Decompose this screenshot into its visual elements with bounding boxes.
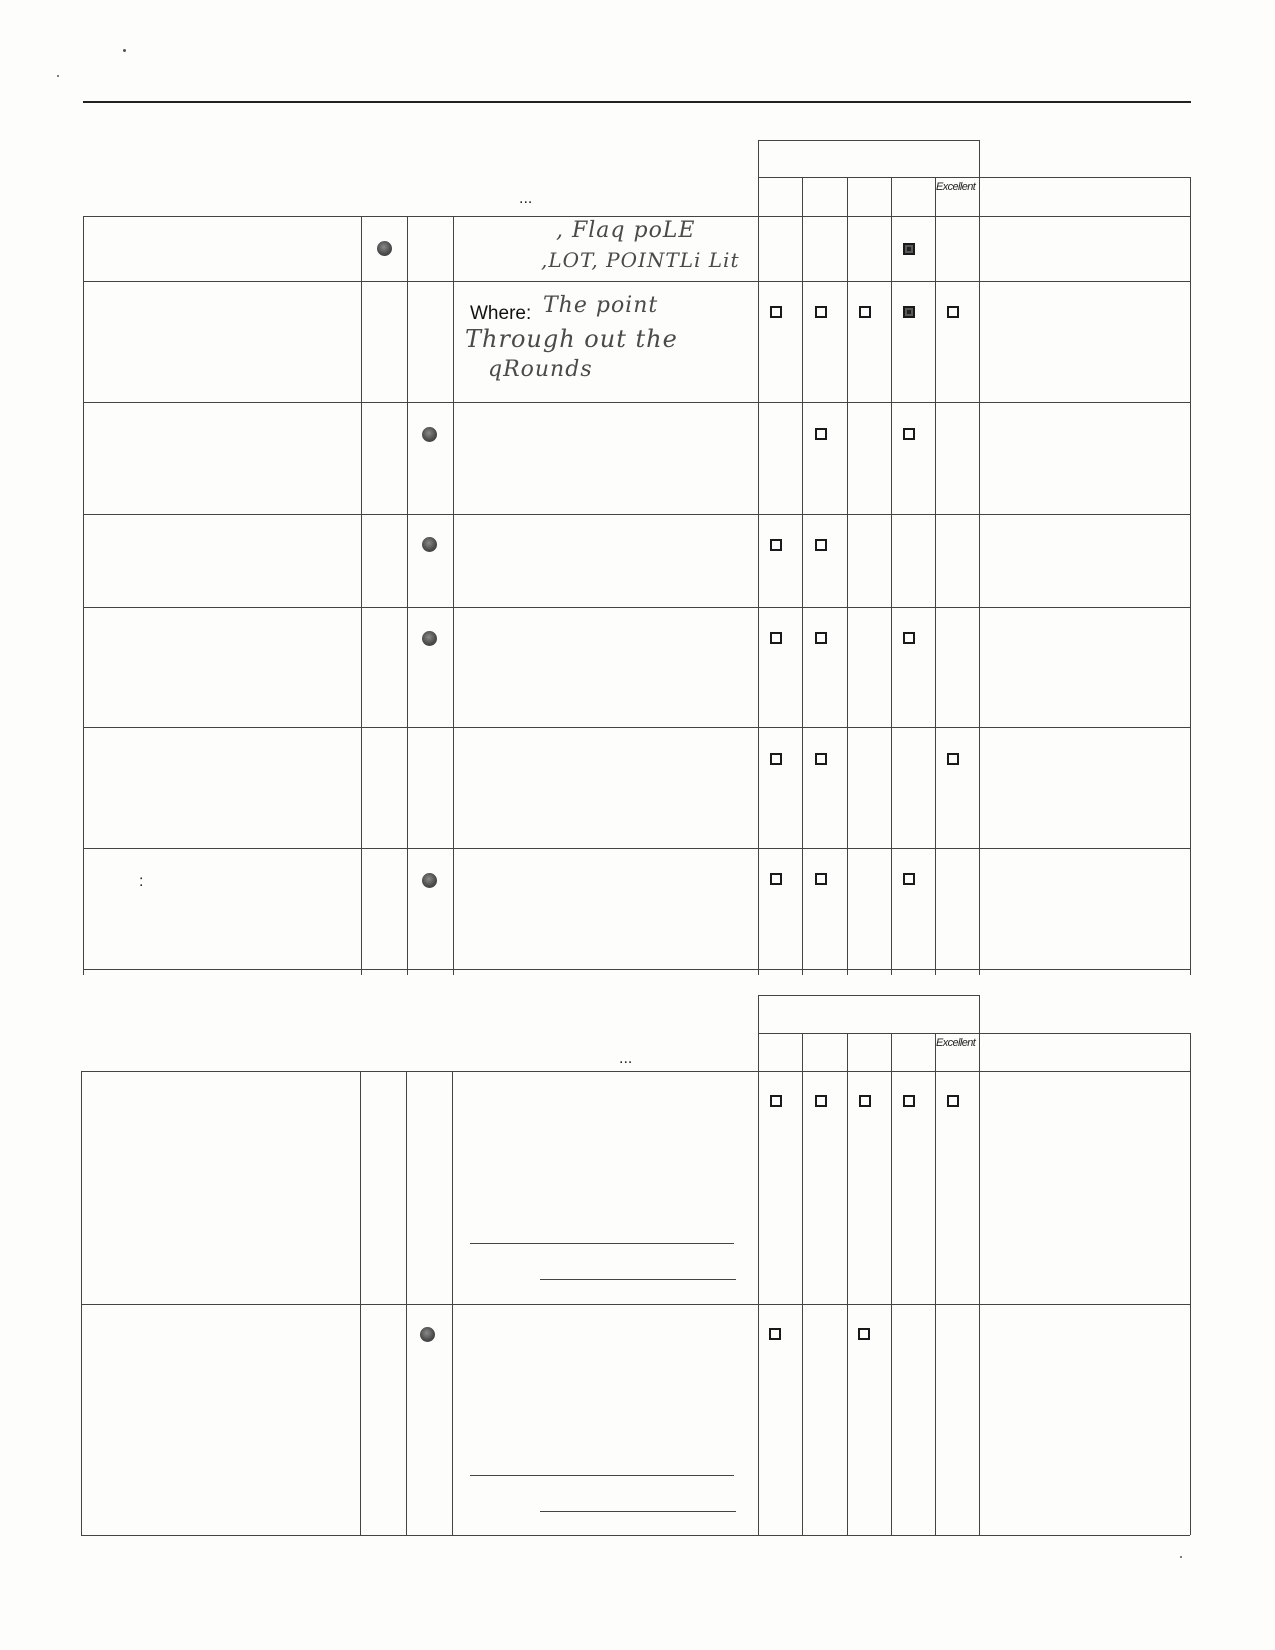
row-divider: [83, 969, 1190, 970]
row4-indicator-dot: [422, 537, 437, 552]
col-line: [847, 1033, 848, 1535]
row-divider: [83, 848, 1190, 849]
col-line: [81, 1071, 82, 1535]
row6-rating-1-checkbox[interactable]: [770, 753, 782, 765]
s2-row2-entry-line[interactable]: [470, 1475, 734, 1476]
row-divider: [83, 402, 1190, 403]
s2-row1-rating-2-checkbox[interactable]: [815, 1095, 827, 1107]
row7-colon: :: [139, 873, 144, 890]
col-line: [361, 216, 362, 975]
col-line: [1190, 1033, 1191, 1535]
rating-group-top: [758, 140, 979, 141]
row2-handwriting-line3: qRounds: [488, 357, 593, 382]
col-line: [360, 1071, 361, 1535]
row2-handwriting-line2: Through out the: [465, 325, 678, 353]
s2-row1-rating-3-checkbox[interactable]: [859, 1095, 871, 1107]
excellent-column-header: Excellent: [936, 181, 976, 193]
col-line: [979, 995, 980, 1535]
rating-group-top: [758, 995, 979, 996]
col-line: [935, 177, 936, 975]
col-line: [758, 995, 759, 1535]
row7-rating-4-checkbox[interactable]: [903, 873, 915, 885]
col-line: [891, 177, 892, 975]
col-line: [453, 216, 454, 975]
col-line: [802, 1033, 803, 1535]
row-divider: [83, 514, 1190, 515]
col-line: [758, 140, 759, 975]
row1-indicator-dot: [377, 241, 392, 256]
row3-indicator-dot: [422, 427, 437, 442]
header-divider: [83, 101, 1191, 103]
s2-row2-rating-1-checkbox[interactable]: [769, 1328, 781, 1340]
col-line: [407, 216, 408, 975]
row2-where-label: Where:: [470, 303, 532, 324]
row2-rating-excellent-checkbox[interactable]: [947, 306, 959, 318]
col-line: [1190, 177, 1191, 975]
scan-speck: [57, 75, 59, 77]
row6-rating-2-checkbox[interactable]: [815, 753, 827, 765]
row3-rating-4-checkbox[interactable]: [903, 428, 915, 440]
s2-row1-entry-line[interactable]: [540, 1279, 736, 1280]
header-ellipsis: ...: [619, 1050, 633, 1067]
row2-rating-4-checkbox[interactable]: [903, 306, 915, 318]
row-divider: [83, 607, 1190, 608]
col-line: [847, 177, 848, 975]
row-divider: [81, 1071, 1190, 1072]
row1-handwriting-line2: ,LOT, POINTLi Lit: [541, 248, 740, 272]
row4-rating-1-checkbox[interactable]: [770, 539, 782, 551]
row3-rating-2-checkbox[interactable]: [815, 428, 827, 440]
col-line: [452, 1071, 453, 1535]
row7-rating-1-checkbox[interactable]: [770, 873, 782, 885]
row-divider: [81, 1535, 1190, 1536]
col-line: [891, 1033, 892, 1535]
row2-rating-1-checkbox[interactable]: [770, 306, 782, 318]
s2-row2-rating-3-checkbox[interactable]: [858, 1328, 870, 1340]
row-divider: [83, 281, 1190, 282]
scan-speck: [1180, 1556, 1182, 1558]
header-line: [758, 1033, 1190, 1034]
s2-row1-rating-4-checkbox[interactable]: [903, 1095, 915, 1107]
row2-handwriting-line1: The point: [543, 293, 659, 318]
row7-rating-2-checkbox[interactable]: [815, 873, 827, 885]
header-ellipsis: ...: [519, 190, 533, 207]
row2-rating-3-checkbox[interactable]: [859, 306, 871, 318]
row6-rating-excellent-checkbox[interactable]: [947, 753, 959, 765]
row2-rating-2-checkbox[interactable]: [815, 306, 827, 318]
s2-row1-rating-excellent-checkbox[interactable]: [947, 1095, 959, 1107]
col-line: [802, 177, 803, 975]
row5-rating-1-checkbox[interactable]: [770, 632, 782, 644]
excellent-column-header: Excellent: [936, 1037, 976, 1049]
header-line: [758, 177, 1190, 178]
row5-rating-4-checkbox[interactable]: [903, 632, 915, 644]
s2-row2-indicator-dot: [420, 1327, 435, 1342]
s2-row1-entry-line[interactable]: [470, 1243, 734, 1244]
row-divider: [81, 1304, 1190, 1305]
row1-handwriting-line1: , Flaq poLE: [556, 218, 696, 243]
row5-indicator-dot: [422, 631, 437, 646]
row-divider: [83, 727, 1190, 728]
col-line: [979, 140, 980, 975]
scan-speck: [123, 49, 126, 52]
row-divider: [83, 216, 1190, 217]
row7-indicator-dot: [422, 873, 437, 888]
row1-rating-good-checkbox[interactable]: [903, 243, 915, 255]
s2-row2-entry-line[interactable]: [540, 1511, 736, 1512]
s2-row1-rating-1-checkbox[interactable]: [770, 1095, 782, 1107]
row4-rating-2-checkbox[interactable]: [815, 539, 827, 551]
col-line: [935, 1033, 936, 1535]
col-line: [406, 1071, 407, 1535]
row5-rating-2-checkbox[interactable]: [815, 632, 827, 644]
col-line: [83, 216, 84, 975]
